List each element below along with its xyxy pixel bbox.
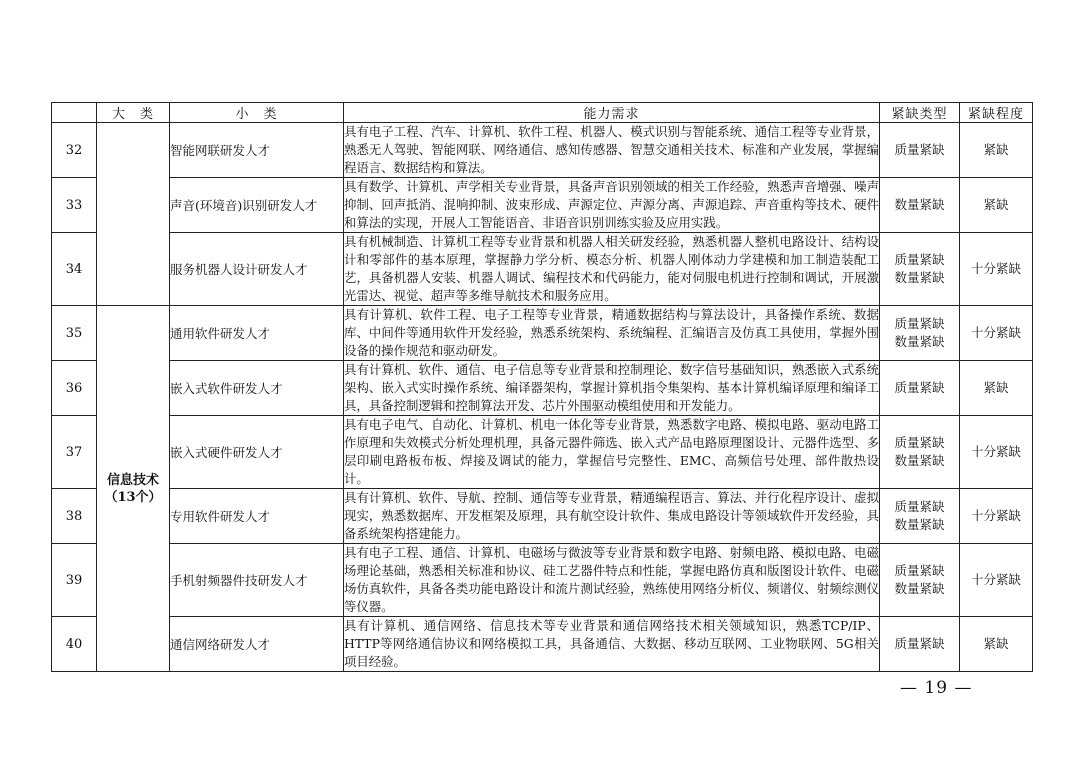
row-number: 37 [52, 416, 97, 489]
table-row [52, 233, 1033, 306]
shortage-level-cell: 十分紧缺 [960, 489, 1033, 544]
row-number: 35 [52, 306, 97, 361]
row-number: 38 [52, 489, 97, 544]
shortage-level-cell: 紧缺 [960, 178, 1033, 233]
table-row [52, 306, 1033, 361]
shortage-type-cell: 质量紧缺 数量紧缺 [880, 306, 960, 361]
subcategory-cell: 手机射频器件技研发人才 [170, 544, 344, 617]
subcategory-cell: 智能网联研发人才 [170, 123, 344, 178]
talent-demand-table [51, 102, 1033, 672]
table-row [52, 489, 1033, 544]
table-row [52, 123, 1033, 178]
requirement-cell: 具有电子电气、自动化、计算机、机电一体化等专业背景，熟悉数字电路、模拟电路、驱动电路工作原理和失效模式分析处理机理，具备元器件筛选、嵌入式产品电路原理图设计、元器件选型、多层印刷电路板布板、焊接及调试的能力，掌握信号完整性、EMC、高频信号处理、部件散热设计。 [344, 416, 880, 489]
shortage-type-cell: 质量紧缺 数量紧缺 [880, 544, 960, 617]
subcategory-cell: 服务机器人设计研发人才 [170, 233, 344, 306]
row-number: 39 [52, 544, 97, 617]
requirement-cell: 具有数学、计算机、声学相关专业背景，具备声音识别领域的相关工作经验，熟悉声音增强、噪声抑制、回声抵消、混响抑制、波束形成、声源定位、声源分离、声源追踪、声音重构等技术、硬件和算法的实现，开展人工智能语音、非语音识别训练实验及应用实践。 [344, 178, 880, 233]
requirement-cell: 具有电子工程、通信、计算机、电磁场与微波等专业背景和数字电路、射频电路、模拟电路、电磁场理论基础，熟悉相关标准和协议、硅工艺器件特点和性能，掌握电路仿真和版图设计软件、电磁场仿真软件，具备各类功能电路设计和流片测试经验，熟练使用网络分析仪、频谱仪、射频综测仪等仪器。 [344, 544, 880, 617]
requirement-cell: 具有计算机、软件工程、电子工程等专业背景，精通数据结构与算法设计，具备操作系统、数据库、中间件等通用软件开发经验，熟悉系统架构、系统编程、汇编语言及仿真工具使用，掌握外围设备的操作规范和驱动研发。 [344, 306, 880, 361]
row-number: 32 [52, 123, 97, 178]
shortage-level-cell: 十分紧缺 [960, 306, 1033, 361]
requirement-cell: 具有计算机、软件、导航、控制、通信等专业背景，精通编程语言、算法、并行化程序设计、虚拟现实，熟悉数据库、开发框架及原理，具有航空设计软件、集成电路设计等领域软件开发经验，具备系统架构搭建能力。 [344, 489, 880, 544]
subcategory-cell: 嵌入式硬件研发人才 [170, 416, 344, 489]
row-number: 36 [52, 361, 97, 416]
shortage-level-cell: 紧缺 [960, 123, 1033, 178]
requirement-cell: 具有机械制造、计算机工程等专业背景和机器人相关研发经验，熟悉机器人整机电路设计、结构设计和零部件的基本原理，掌握静力学分析、模态分析、机器人刚体动力学建模和加工制造装配工艺，具备机器人安装、机器人调试、编程技术和代码能力，能对伺服电机进行控制和调试，开展激光雷达、视觉、超声等多维导航技术和服务应用。 [344, 233, 880, 306]
requirement-cell: 具有计算机、通信网络、信息技术等专业背景和通信网络技术相关领域知识，熟悉TCP/IP、HTTP等网络通信协议和网络模拟工具，具备通信、大数据、移动互联网、工业物联网、5G相关项目经验。 [344, 617, 880, 672]
row-number: 34 [52, 233, 97, 306]
header-row [52, 103, 1033, 123]
header-requirement: 能力需求 [344, 103, 880, 123]
subcategory-cell: 嵌入式软件研发人才 [170, 361, 344, 416]
shortage-type-cell: 质量紧缺 [880, 361, 960, 416]
category-name: 信息技术 [106, 472, 159, 488]
table-row [52, 361, 1033, 416]
subcategory-cell: 通用软件研发人才 [170, 306, 344, 361]
table-row [52, 416, 1033, 489]
shortage-level-cell: 十分紧缺 [960, 233, 1033, 306]
row-number: 40 [52, 617, 97, 672]
table-row [52, 544, 1033, 617]
header-shortage-level: 紧缺程度 [960, 103, 1033, 123]
shortage-level-cell: 紧缺 [960, 617, 1033, 672]
category-cell-blank [97, 123, 170, 306]
subcategory-cell: 通信网络研发人才 [170, 617, 344, 672]
shortage-level-cell: 紧缺 [960, 361, 1033, 416]
page-number: — 19 — [900, 678, 973, 698]
subcategory-cell: 专用软件研发人才 [170, 489, 344, 544]
shortage-type-cell: 质量紧缺 数量紧缺 [880, 489, 960, 544]
shortage-type-cell: 质量紧缺 [880, 617, 960, 672]
requirement-cell: 具有计算机、软件、通信、电子信息等专业背景和控制理论、数字信号基础知识，熟悉嵌入式系统架构、嵌入式实时操作系统、编译器架构，掌握计算机指令集架构、基本计算机编译原理和编译工具，具备控制逻辑和控制算法开发、芯片外围驱动模组使用和开发能力。 [344, 361, 880, 416]
shortage-type-cell: 数量紧缺 [880, 178, 960, 233]
header-subcategory: 小 类 [170, 103, 344, 123]
shortage-level-cell: 十分紧缺 [960, 416, 1033, 489]
category-cell [97, 306, 170, 672]
header-shortage-type: 紧缺类型 [880, 103, 960, 123]
shortage-level-cell: 十分紧缺 [960, 544, 1033, 617]
shortage-type-cell: 质量紧缺 [880, 123, 960, 178]
header-num [52, 103, 97, 123]
shortage-type-cell: 质量紧缺 数量紧缺 [880, 416, 960, 489]
requirement-cell: 具有电子工程、汽车、计算机、软件工程、机器人、模式识别与智能系统、通信工程等专业背景，熟悉无人驾驶、智能网联、网络通信、感知传感器、智慧交通相关技术、标准和产业发展，掌握编程语言、数据结构和算法。 [344, 123, 880, 178]
row-number: 33 [52, 178, 97, 233]
table-row [52, 617, 1033, 672]
header-category: 大 类 [97, 103, 170, 123]
category-count: （13个） [104, 489, 162, 505]
shortage-type-cell: 质量紧缺 数量紧缺 [880, 233, 960, 306]
subcategory-cell: 声音(环境音)识别研发人才 [170, 178, 344, 233]
table-row [52, 178, 1033, 233]
